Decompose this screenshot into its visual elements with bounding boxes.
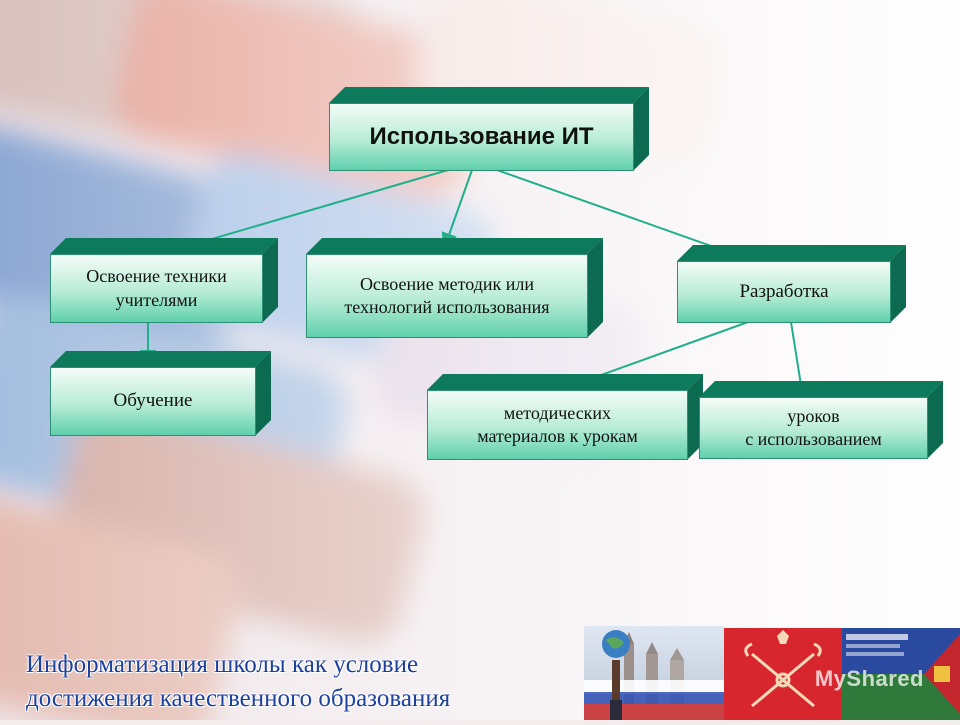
- node-develop: [677, 245, 906, 323]
- slide-title-line1: Информатизация школы как условие: [26, 651, 419, 678]
- node-lessons-line2: с использованием: [745, 429, 882, 449]
- slide-title-line2: достижения качественного образования: [26, 685, 451, 712]
- node-training: [50, 351, 271, 436]
- node-lessons-line1: уроков: [787, 405, 840, 426]
- node-tech-line1: Освоение техники: [86, 266, 227, 287]
- node-develop-label: Разработка: [739, 280, 829, 302]
- node-tech-line2: учителями: [115, 289, 198, 310]
- node-tech: [50, 238, 278, 323]
- node-training-label: Обучение: [113, 390, 193, 412]
- node-materials: [427, 374, 703, 460]
- node-lessons: [699, 381, 943, 459]
- watermark-text: MyShared: [814, 666, 924, 691]
- node-methods-line2: технологий использования: [344, 297, 550, 317]
- node-materials-line2: материалов к урокам: [477, 426, 638, 446]
- node-root: [329, 87, 649, 171]
- node-methods-line1: Освоение методик или: [359, 273, 535, 294]
- node-materials-line1: методических: [503, 402, 612, 423]
- node-root-label: Использование ИТ: [369, 123, 594, 151]
- footer-banner: [584, 626, 960, 720]
- node-methods: [306, 238, 603, 338]
- slide-title: [26, 648, 450, 716]
